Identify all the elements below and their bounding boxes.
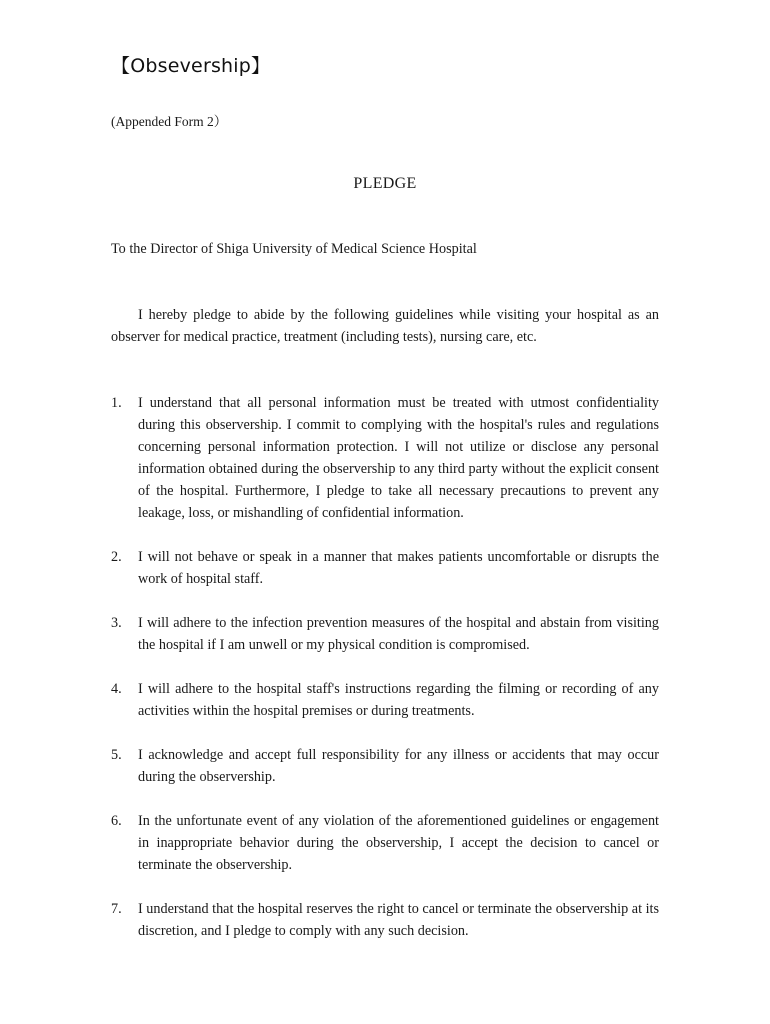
pledge-list — [111, 392, 659, 964]
item-number: 3. — [111, 615, 122, 631]
addressee-line: To the Director of Shiga University of Medical Science Hospital — [111, 241, 477, 257]
item-text: In the unfortunate event of any violation of the aforementioned guidelines or engagement in inappropriate behavior during the observership, I accept the decision to cancel or terminate the observership. — [138, 813, 659, 873]
pledge-title: PLEDGE — [353, 175, 417, 192]
item-text: I understand that the hospital reserves the right to cancel or terminate the observership at its discretion, and I pledge to comply with any such decision. — [138, 901, 659, 939]
intro-paragraph: I hereby pledge to abide by the following guidelines while visiting your hospital as an observer for medical practice, treatment (including tests), nursing care, etc. — [111, 307, 659, 345]
item-text: I understand that all personal information must be treated with utmost confidentiality during this observership. I commit to complying with the hospital's rules and regulations concerning personal information protection. I will not utilize or disclose any personal information obtained during the observership to any third party without the explicit consent of the hospital. Furthermore, I pledge to take all necessary precautions to prevent any leakage, loss, or mishandling of confidential information. — [138, 395, 659, 521]
item-number: 2. — [111, 549, 122, 565]
item-text: I will adhere to the hospital staff's instructions regarding the filming or recording of any activities within the hospital premises or during treatments. — [138, 681, 659, 719]
item-number: 1. — [111, 395, 122, 411]
list-item — [111, 612, 659, 656]
item-number: 4. — [111, 681, 122, 697]
list-item — [111, 392, 659, 524]
list-item — [111, 546, 659, 590]
list-item — [111, 898, 659, 942]
item-text: I will not behave or speak in a manner that makes patients uncomfortable or disrupts the work of hospital staff. — [138, 549, 659, 587]
item-text: I will adhere to the infection prevention measures of the hospital and abstain from visiting the hospital if I am unwell or my physical condition is compromised. — [138, 615, 659, 653]
item-text: I acknowledge and accept full responsibility for any illness or accidents that may occur during the observership. — [138, 747, 659, 785]
list-item — [111, 810, 659, 876]
list-item — [111, 744, 659, 788]
list-item — [111, 678, 659, 722]
form-label: (Appended Form 2） — [111, 114, 228, 129]
item-number: 7. — [111, 901, 122, 917]
document-heading: 【Obsevership】 — [111, 55, 271, 77]
item-number: 6. — [111, 813, 122, 829]
item-number: 5. — [111, 747, 122, 763]
